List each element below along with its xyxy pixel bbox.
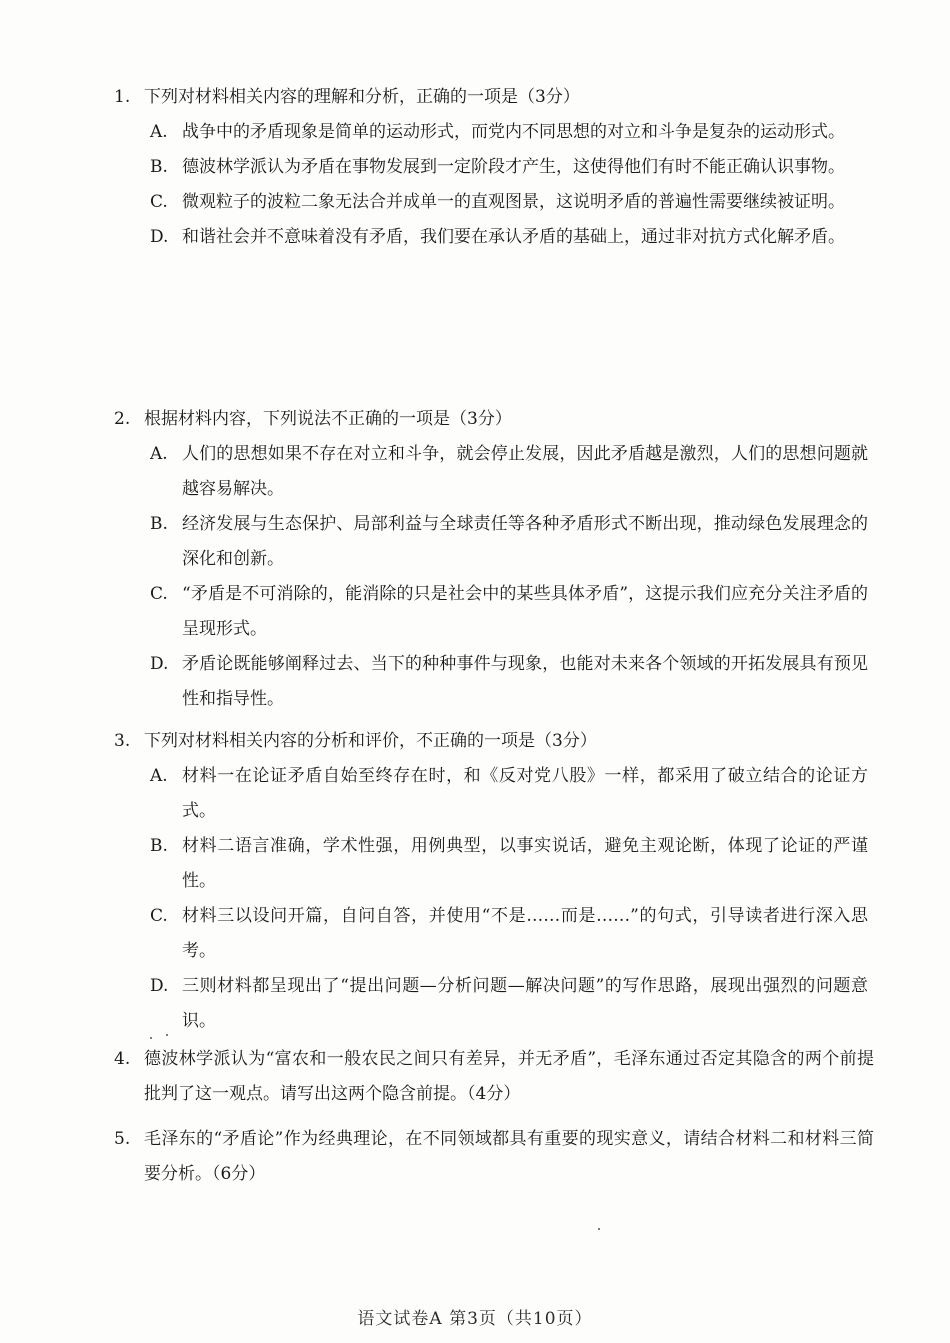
option-letter: A.: [150, 444, 168, 464]
option-a: [150, 437, 868, 507]
question-stem: [114, 1042, 874, 1112]
option-text: 材料三以设问开篇，自问自答，并使用“不是……而是……”的句式，引导读者进行深入思考。: [182, 906, 868, 961]
option-text: 和谐社会并不意味着没有矛盾，我们要在承认矛盾的基础上，通过非对抗方式化解矛盾。: [182, 227, 845, 247]
option-d: [150, 969, 868, 1039]
option-letter: D.: [150, 654, 169, 674]
option-d: [150, 647, 868, 717]
option-letter: B.: [150, 157, 168, 177]
option-letter: C.: [150, 584, 168, 604]
option-text: 三则材料都呈现出了“提出问题—分析问题—解决问题”的写作思路，展现出强烈的问题意识。: [182, 976, 868, 1031]
option-letter: C.: [150, 192, 168, 212]
question-text: 下列对材料相关内容的理解和分析，正确的一项是（3分）: [144, 87, 580, 107]
option-a: [150, 759, 868, 829]
question-4: [114, 1042, 874, 1112]
option-text: 矛盾论既能够阐释过去、当下的种种事件与现象，也能对未来各个领域的开拓发展具有预见性和指导性。: [182, 654, 868, 709]
question-text: 毛泽东的“矛盾论”作为经典理论，在不同领域都具有重要的现实意义，请结合材料二和材料三简要分析。（6分）: [144, 1129, 874, 1184]
question-3: [114, 724, 874, 1039]
option-c: [150, 899, 868, 969]
option-d: [150, 220, 868, 255]
question-number: 1.: [114, 87, 131, 107]
question-5: [114, 1122, 874, 1192]
option-letter: C.: [150, 906, 168, 926]
option-letter: B.: [150, 836, 168, 856]
question-2: [114, 402, 874, 717]
option-text: “矛盾是不可消除的，能消除的只是社会中的某些具体矛盾”，这提示我们应充分关注矛盾的呈现形式。: [182, 584, 868, 639]
question-stem: [114, 80, 874, 115]
question-stem: [114, 1122, 874, 1192]
option-text: 人们的思想如果不存在对立和斗争，就会停止发展，因此矛盾越是激烈，人们的思想问题就越容易解决。: [182, 444, 868, 499]
question-stem: [114, 724, 874, 759]
option-text: 德波林学派认为矛盾在事物发展到一定阶段才产生，这使得他们有时不能正确认识事物。: [182, 157, 845, 177]
option-letter: B.: [150, 514, 168, 534]
question-1: [114, 80, 874, 255]
option-text: 战争中的矛盾现象是简单的运动形式，而党内不同思想的对立和斗争是复杂的运动形式。: [182, 122, 845, 142]
question-number: 2.: [114, 409, 131, 429]
question-number: 3.: [114, 731, 131, 751]
option-b: [150, 507, 868, 577]
option-text: 微观粒子的波粒二象无法合并成单一的直观图景，这说明矛盾的普遍性需要继续被证明。: [182, 192, 845, 212]
option-letter: D.: [150, 976, 169, 996]
option-a: [150, 115, 868, 150]
option-letter: A.: [150, 766, 168, 786]
option-b: [150, 150, 868, 185]
option-text: 材料二语言准确，学术性强，用例典型，以事实说话，避免主观论断，体现了论证的严谨性。: [182, 836, 868, 891]
page-footer: 语文试卷A 第3页（共10页）: [357, 1309, 593, 1329]
question-number: 4.: [114, 1049, 131, 1069]
option-letter: D.: [150, 227, 169, 247]
scan-speck: [598, 1228, 600, 1230]
question-text: 下列对材料相关内容的分析和评价，不正确的一项是（3分）: [144, 731, 597, 751]
option-b: [150, 829, 868, 899]
option-c: [150, 185, 868, 220]
option-text: 材料一在论证矛盾自始至终存在时，和《反对党八股》一样，都采用了破立结合的论证方式。: [182, 766, 868, 821]
question-text: 德波林学派认为“富农和一般农民之间只有差异，并无矛盾”，毛泽东通过否定其隐含的两个前提批判了这一观点。请写出这两个隐含前提。（4分）: [144, 1049, 874, 1104]
option-text: 经济发展与生态保护、局部利益与全球责任等各种矛盾形式不断出现，推动绿色发展理念的深化和创新。: [182, 514, 868, 569]
question-stem: [114, 402, 874, 437]
scan-speck: [150, 1037, 152, 1039]
question-text: 根据材料内容，下列说法不正确的一项是（3分）: [144, 409, 512, 429]
question-number: 5.: [114, 1129, 131, 1149]
option-letter: A.: [150, 122, 168, 142]
scan-speck: [166, 1034, 168, 1036]
option-c: [150, 577, 868, 647]
